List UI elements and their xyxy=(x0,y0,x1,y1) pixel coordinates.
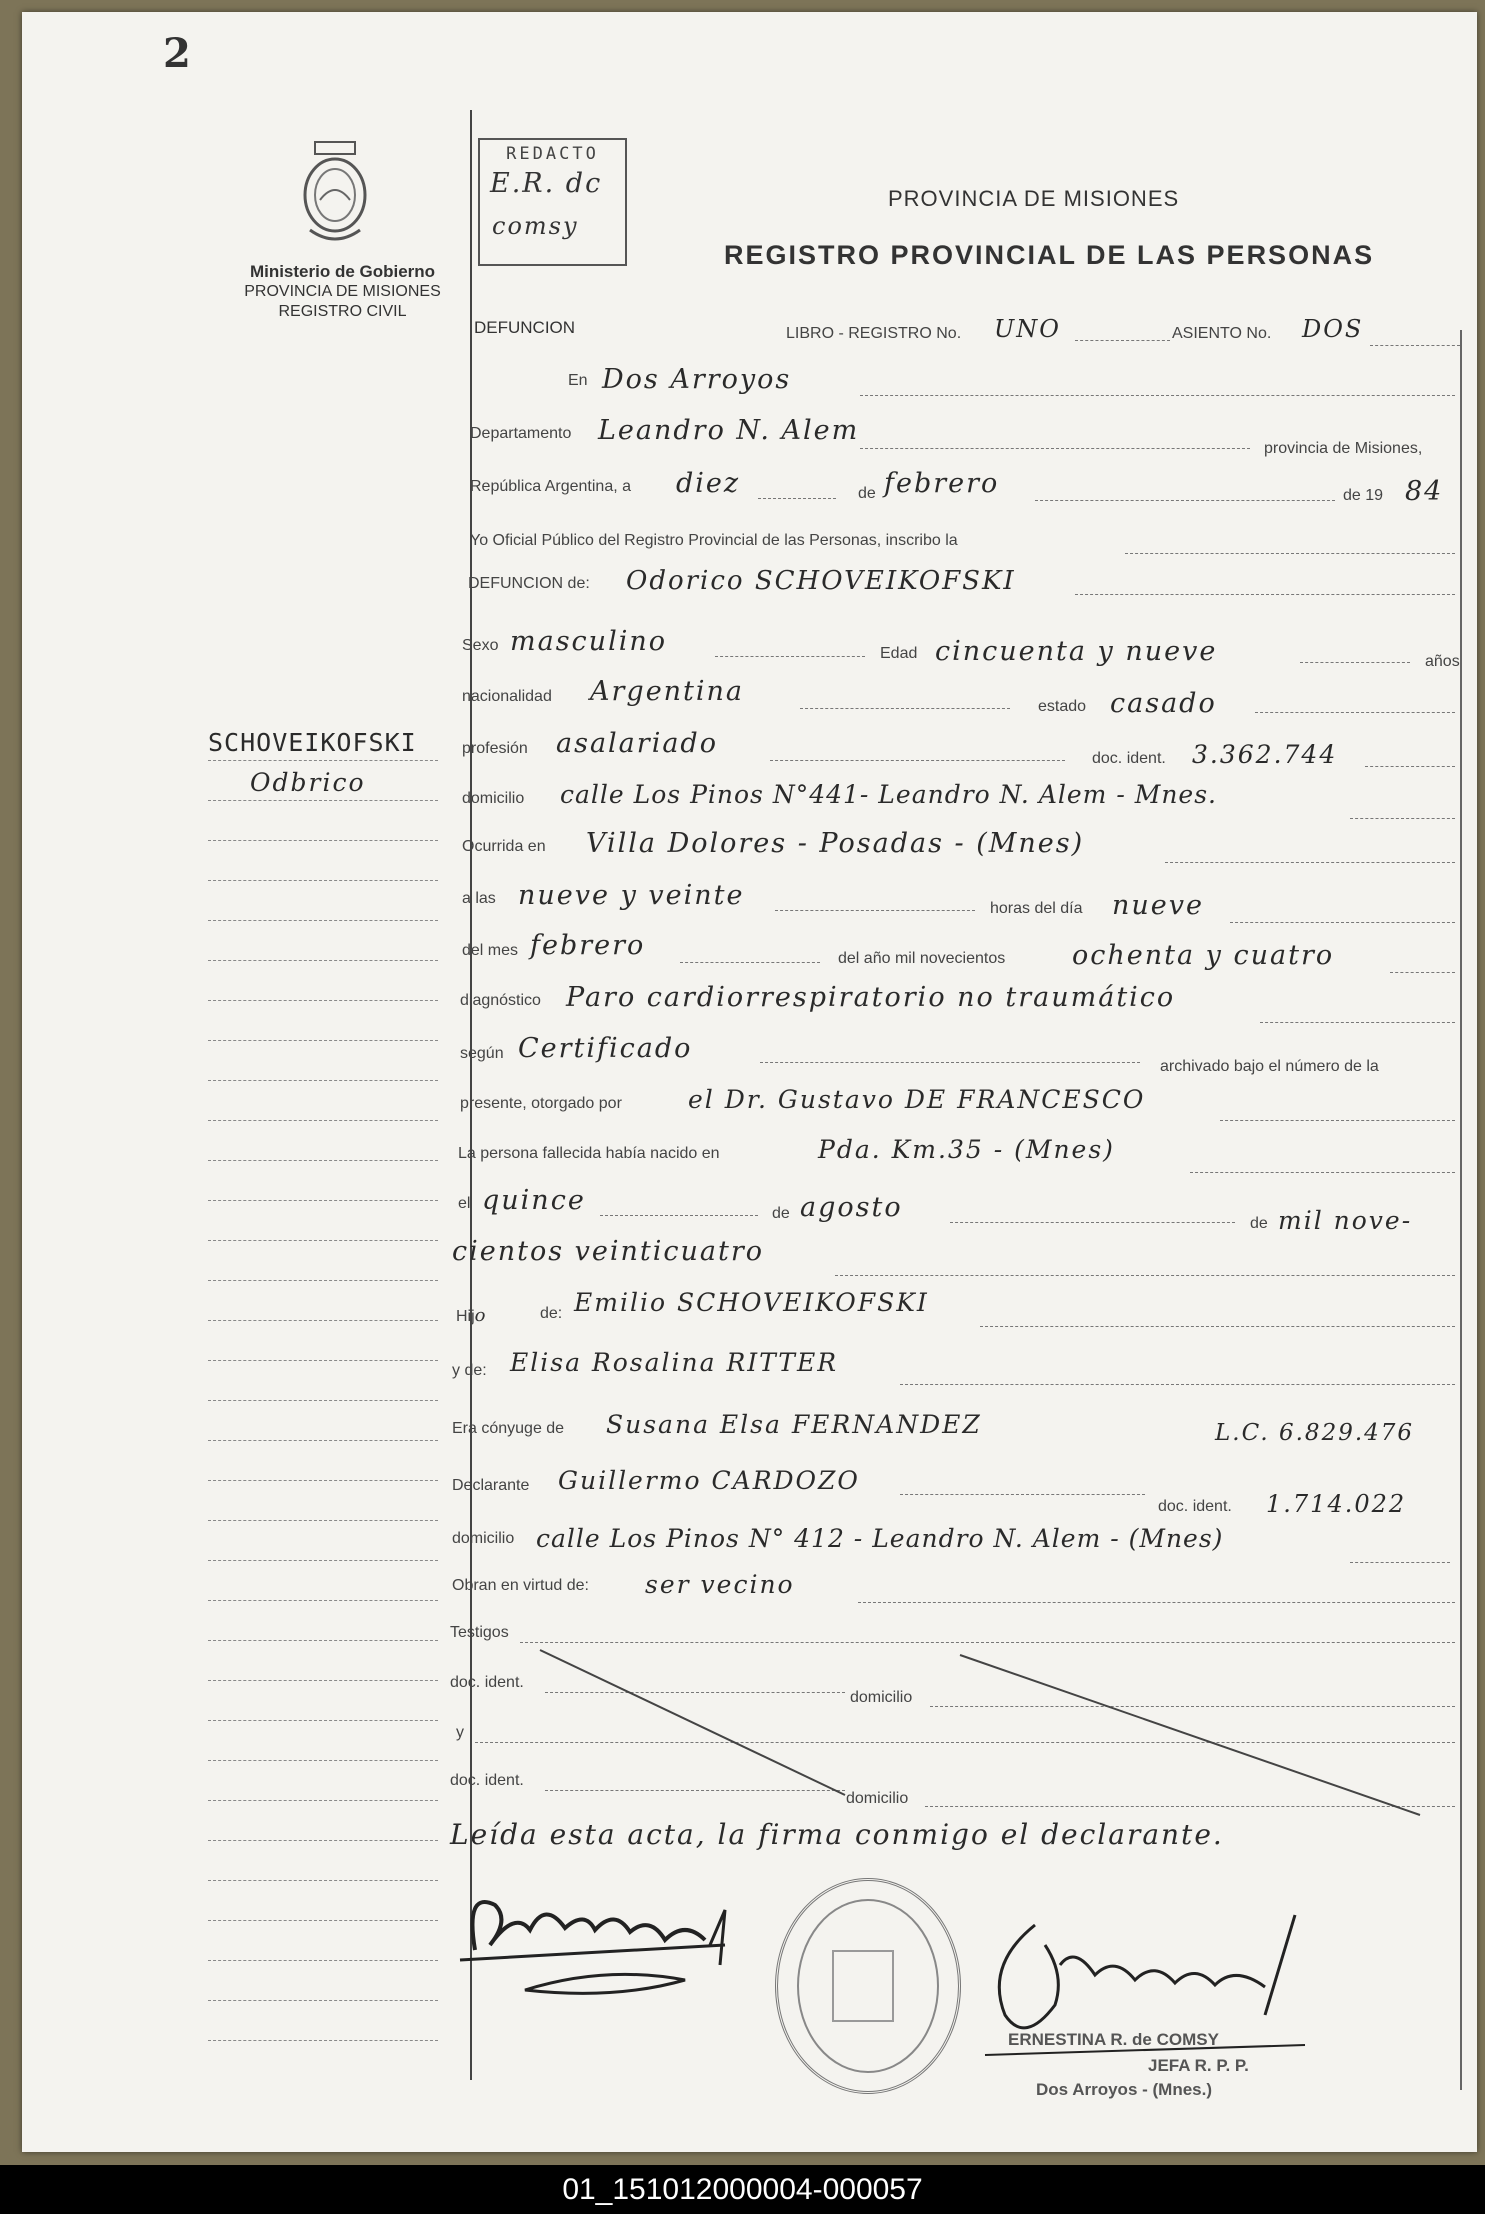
segun-label: según xyxy=(460,1045,504,1062)
en-value: Dos Arroyos xyxy=(602,364,792,395)
official-stamp-title: JEFA R. P. P. xyxy=(1148,2056,1249,2075)
edad-value: cincuenta y nueve xyxy=(935,636,1218,667)
declarante-label: Declarante xyxy=(452,1477,530,1494)
registry-heading: REGISTRO PROVINCIAL DE LAS PERSONAS xyxy=(724,240,1375,270)
redacto-title: REDACTO xyxy=(506,144,599,164)
archivado-label: archivado bajo el número de la xyxy=(1160,1058,1379,1075)
de3-value: mil nove- xyxy=(1278,1206,1413,1235)
act-type-label: DEFUNCION xyxy=(474,318,576,337)
asiento-label: ASIENTO No. xyxy=(1172,325,1272,342)
profesion-value: asalariado xyxy=(556,728,718,759)
hijo-label: Hijo xyxy=(456,1305,488,1326)
day-value: diez xyxy=(676,468,741,499)
testigos-label: Testigos xyxy=(450,1624,509,1641)
sexo-label: Sexo xyxy=(462,637,499,654)
decl-dom-value: calle Los Pinos N° 412 - Leandro N. Alem - (Mnes) xyxy=(536,1524,1224,1553)
estado-value: casado xyxy=(1110,688,1217,719)
cientos-value: cientos veinticuatro xyxy=(452,1236,765,1267)
yo-oficial-text: Yo Oficial Público del Registro Provincial de las Personas, inscribo la xyxy=(470,532,958,549)
redacto-line2: comsy xyxy=(492,212,579,240)
del-ano-label: del año mil novecientos xyxy=(838,950,1006,967)
republica-label: República Argentina, a xyxy=(470,478,631,495)
year-value: 84 xyxy=(1405,476,1444,507)
conyuge-doc: L.C. 6.829.476 xyxy=(1215,1420,1415,1446)
decl-dom-label: domicilio xyxy=(452,1530,515,1547)
domicilio-value: calle Los Pinos N°441- Leandro N. Alem - Mnes. xyxy=(560,780,1217,809)
el-label: el xyxy=(458,1195,471,1212)
y-de-label: y de: xyxy=(452,1362,487,1379)
margin-name: Odbrico xyxy=(250,768,366,797)
horas-value: nueve xyxy=(1112,890,1204,921)
official-stamp-place: Dos Arroyos - (Mnes.) xyxy=(1036,2080,1213,2099)
de-label: de xyxy=(858,485,876,502)
de3-label: de xyxy=(1250,1215,1268,1232)
conyuge-label: Era cónyuge de xyxy=(452,1420,565,1437)
month-value: febrero xyxy=(884,468,1000,499)
del-ano-value: ochenta y cuatro xyxy=(1072,940,1335,971)
doc-value: 3.362.744 xyxy=(1192,740,1338,769)
domicilio-label: domicilio xyxy=(462,790,525,807)
del-mes-value: febrero xyxy=(530,930,646,961)
presente-label: presente, otorgado por xyxy=(460,1095,622,1112)
declarant-signature xyxy=(455,1870,785,2010)
closing-sentence: Leída esta acta, la firma conmigo el declarante. xyxy=(450,1818,1224,1851)
edad-label: Edad xyxy=(880,645,918,662)
padre-value: Emilio SCHOVEIKOFSKI xyxy=(574,1288,929,1317)
del-mes-label: del mes xyxy=(462,942,519,959)
testigo2-doc-label: doc. ident. xyxy=(450,1772,524,1789)
official-stamp-name: ERNESTINA R. de COMSY xyxy=(1008,2030,1219,2049)
testigo2-dom-label: domicilio xyxy=(846,1790,909,1807)
departamento-label: Departamento xyxy=(470,425,572,442)
nacionalidad-label: nacionalidad xyxy=(462,688,552,705)
decl-doc-label: doc. ident. xyxy=(1158,1498,1232,1515)
a-las-label: a las xyxy=(462,890,496,907)
deceased-name: Odorico SCHOVEIKOFSKI xyxy=(626,566,1016,596)
nacido-label: La persona fallecida había nacido en xyxy=(458,1145,720,1162)
de2-value: agosto xyxy=(800,1192,903,1223)
redacto-line1: E.R. dc xyxy=(490,168,603,199)
nacido-value: Pda. Km.35 - (Mnes) xyxy=(818,1135,1115,1164)
anos-label: años xyxy=(1425,653,1460,670)
a-las-value: nueve y veinte xyxy=(518,880,745,911)
defuncion-de-label: DEFUNCION de: xyxy=(468,575,590,592)
asiento-value: DOS xyxy=(1302,315,1364,343)
doc-label: doc. ident. xyxy=(1092,750,1166,767)
y-label: y xyxy=(456,1724,464,1741)
libro-value: UNO xyxy=(994,315,1061,343)
testigo1-dom-label: domicilio xyxy=(850,1689,913,1706)
sexo-value: masculino xyxy=(510,626,667,657)
year-prefix-label: de 19 xyxy=(1343,487,1384,504)
declarante-value: Guillermo CARDOZO xyxy=(558,1466,860,1495)
margin-surname: SCHOVEIKOFSKI xyxy=(208,728,417,757)
diagnostico-label: diagnóstico xyxy=(460,992,541,1009)
province-heading: PROVINCIA DE MISIONES xyxy=(888,186,1180,211)
obran-label: Obran en virtud de: xyxy=(452,1577,589,1594)
obran-value: ser vecino xyxy=(645,1570,795,1599)
estado-label: estado xyxy=(1038,698,1087,715)
segun-value: Certificado xyxy=(518,1033,693,1064)
nacionalidad-value: Argentina xyxy=(590,676,745,707)
de2-label: de xyxy=(772,1205,790,1222)
registry-round-stamp xyxy=(775,1878,961,2094)
ministry-name: Ministerio de Gobierno xyxy=(249,262,436,281)
presente-value: el Dr. Gustavo DE FRANCESCO xyxy=(688,1085,1146,1114)
diagnostico-value: Paro cardiorrespiratorio no traumático xyxy=(566,982,1176,1013)
el-value: quince xyxy=(482,1185,586,1216)
page-number: 2 xyxy=(163,30,191,77)
en-label: En xyxy=(568,372,588,389)
madre-value: Elisa Rosalina RITTER xyxy=(510,1348,839,1377)
decl-doc-value: 1.714.022 xyxy=(1266,1490,1407,1518)
ministry-province: PROVINCIA DE MISIONES xyxy=(244,283,441,300)
profesion-label: profesión xyxy=(462,740,528,757)
departamento-value: Leandro N. Alem xyxy=(598,415,860,446)
horas-label: horas del día xyxy=(990,900,1083,917)
footer-id: 01_151012000004-000057 xyxy=(0,2165,1485,2214)
ocurrida-value: Villa Dolores - Posadas - (Mnes) xyxy=(586,828,1085,859)
conyuge-value: Susana Elsa FERNANDEZ xyxy=(606,1410,982,1439)
ocurrida-label: Ocurrida en xyxy=(462,838,546,855)
testigo1-doc-label: doc. ident. xyxy=(450,1674,524,1691)
hijo-de-label: de: xyxy=(540,1305,563,1322)
libro-label: LIBRO - REGISTRO No. xyxy=(786,325,962,342)
ministry-registry: REGISTRO CIVIL xyxy=(278,303,407,320)
provincia-label: provincia de Misiones, xyxy=(1264,440,1423,457)
